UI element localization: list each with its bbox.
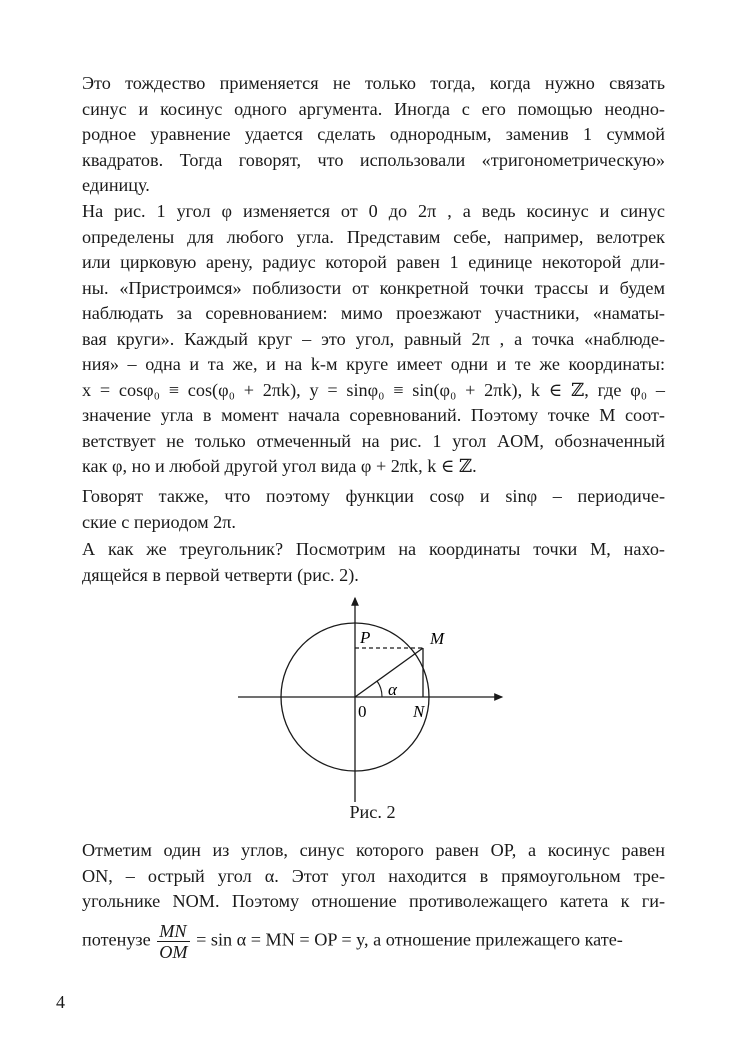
label-origin: 0 [358,702,367,721]
text-fragment: потенузе [82,929,151,950]
text-line: ON, – острый угол α. Этот угол находится в прямоугольном тре- [82,865,665,886]
text-line: угольнике NOM. Поэтому отношение противолежащего катета к ги- [82,891,665,911]
figure-caption: Рис. 2 [349,802,396,822]
text-line: или цирковую арену, радиус которой равен 1 единице некоторой дли- [82,252,665,272]
text-line: как φ, но и любой другой угол вида φ + 2πk, k ∈ ℤ. [82,456,477,476]
text-line: синус и косинус одного аргумента. Иногда с его помощью неодно- [82,98,665,119]
text-line: ские с периодом 2π. [82,511,236,532]
text-line: значение угла в момент начала соревнований. Поэтому точке M соот- [82,405,665,425]
label-p: P [360,628,371,647]
fraction-mn-om [157,921,189,962]
paragraph-4 [82,537,665,588]
text-line: Говорят также, что поэтому функции cosφ и sinφ – периодиче- [82,486,665,506]
paragraph-5 [82,838,665,962]
text-line: ветствует не только отмеченный на рис. 1 угол AOM, обозначенный [82,430,665,451]
text-line: Отметим один из углов, синус которого равен OP, а косинус равен [82,840,665,860]
text-line: наблюдать за соревнованием: мимо проезжают участники, «наматы- [82,303,665,323]
text-fragment: = sin α = MN = OP = y, а отношение прилежащего кате- [196,929,623,950]
page-number: 4 [56,992,65,1012]
text-line: определены для любого угла. Представим себе, например, велотрек [82,226,665,247]
text-line: ния» – одна и та же, и на k-м круге имеет одни и те же координаты: [82,354,665,374]
paragraph-3 [82,484,665,535]
text-line: дящейся в первой четверти (рис. 2). [82,564,359,585]
fraction-denominator: OM [159,941,188,962]
text-line: А как же треугольник? Посмотрим на координаты точки M, нахо- [82,539,665,559]
text-line: квадратов. Тогда говорят, что использовали «тригонометрическую» [82,149,665,170]
formula-line [82,921,665,962]
paragraph-2 [82,199,665,480]
paragraph-1 [82,71,665,199]
text-line: единицу. [82,175,150,195]
text-line: На рис. 1 угол φ изменяется от 0 до 2π , а ведь косинус и синус [82,201,665,221]
fraction-numerator: MN [157,921,189,942]
label-alpha: α [388,680,397,699]
figure-unit-circle [230,592,510,807]
text-line: родное уравнение удается сделать однородным, заменив 1 суммой [82,124,665,144]
formula-line: x = cosφ₀ ≡ cos(φ₀ + 2πk), y = sinφ₀ ≡ sin(φ₀ + 2πk), k ∈ ℤ, где φ₀ – [82,379,665,400]
angle-arc [377,681,382,697]
text-line: вая круги». Каждый круг – это угол, равный 2π , а точка «наблюде- [82,328,665,349]
label-m: M [430,629,445,648]
label-n: N [413,702,425,721]
text-line: ны. «Пристроимся» поблизости от конкретной точки трассы и будем [82,277,665,298]
text-line: Это тождество применяется не только тогда, когда нужно связать [82,73,665,93]
